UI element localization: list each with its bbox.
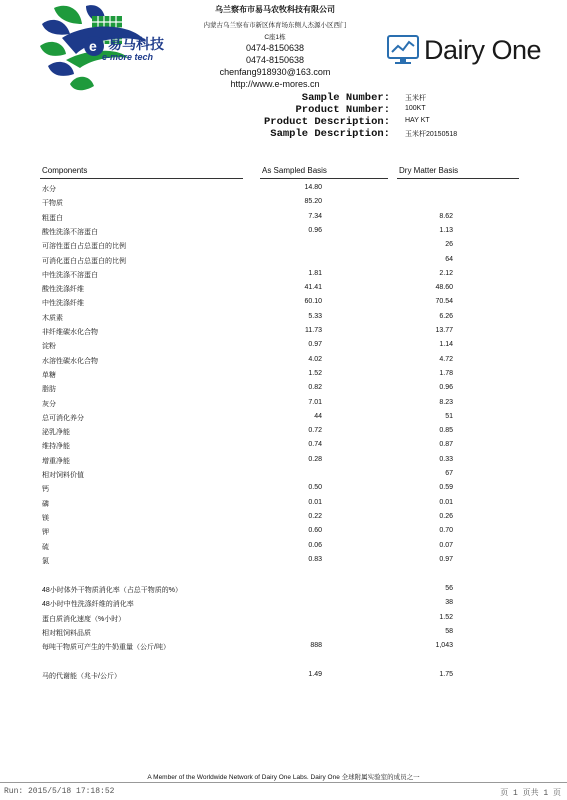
as-sampled-value: 0.82 xyxy=(308,384,322,392)
as-sampled-value: 44 xyxy=(314,412,322,420)
dry-matter-value: 67 xyxy=(445,470,453,477)
as-sampled-value: 11.73 xyxy=(305,327,322,334)
company-website: http://www.e-mores.cn xyxy=(230,79,320,89)
component-name: 氯 xyxy=(42,557,49,565)
company-phone-1: 0474-8150638 xyxy=(245,43,305,53)
dry-matter-value: 1.52 xyxy=(439,613,453,621)
table-row xyxy=(0,499,567,513)
dry-matter-value: 0.07 xyxy=(439,541,453,549)
column-header-dry-matter: Dry Matter Basis xyxy=(399,166,459,175)
header-divider-dry-matter xyxy=(397,178,519,179)
component-name: 总可消化养分 xyxy=(42,414,84,422)
as-sampled-value: 888 xyxy=(310,642,322,650)
table-row xyxy=(0,671,567,685)
dry-matter-value: 0.87 xyxy=(439,441,453,449)
table-row xyxy=(0,585,567,599)
table-row xyxy=(0,256,567,270)
dry-matter-value: 0.97 xyxy=(439,555,453,563)
table-row xyxy=(0,198,567,212)
product-number-value: 100KT xyxy=(405,105,426,112)
dry-matter-value: 1.13 xyxy=(439,226,453,234)
dry-matter-value: 1.75 xyxy=(439,671,453,678)
company-address: 内蒙古乌兰察布市新区体育场东侧人杰源小区西门 xyxy=(203,22,347,29)
sample-description-label: Sample Description: xyxy=(270,128,390,140)
component-name: 非纤维碳水化合物 xyxy=(42,329,98,336)
component-name: 增重净能 xyxy=(42,457,70,465)
component-name: 木质素 xyxy=(42,314,63,322)
table-row xyxy=(0,241,567,255)
dairy-one-logo-text: Dairy One xyxy=(424,35,542,65)
component-name: 水溶性碳水化合物 xyxy=(42,357,98,365)
dry-matter-value: 0.33 xyxy=(439,455,453,463)
as-sampled-value: 1.52 xyxy=(308,369,322,377)
dry-matter-value: 0.26 xyxy=(439,512,453,520)
table-row xyxy=(0,341,567,355)
table-row xyxy=(0,513,567,527)
header-divider-as-sampled xyxy=(260,178,388,179)
dry-matter-value: 56 xyxy=(445,585,453,592)
column-header-as-sampled: As Sampled Basis xyxy=(262,166,327,175)
table-row xyxy=(0,441,567,455)
table-row xyxy=(0,628,567,642)
product-description-value: HAY KT xyxy=(405,117,430,124)
svg-text:e: e xyxy=(89,38,97,54)
sample-description-value: 玉米杆20150518 xyxy=(405,131,458,138)
dry-matter-value: 2.12 xyxy=(439,269,453,277)
company-building: C座1栋 xyxy=(264,34,286,41)
table-row xyxy=(0,227,567,241)
company-name: 乌兰察布市易马农牧科技有限公司 xyxy=(215,5,335,14)
component-name: 酸性洗涤不溶蛋白 xyxy=(42,228,98,236)
as-sampled-value: 7.34 xyxy=(308,212,322,220)
dry-matter-value: 0.96 xyxy=(439,384,453,392)
as-sampled-value: 0.96 xyxy=(308,226,322,234)
as-sampled-value: 4.02 xyxy=(308,355,322,363)
emore-tech-logo xyxy=(36,2,176,94)
component-name: 酸性洗涤纤维 xyxy=(42,286,84,294)
as-sampled-value: 0.83 xyxy=(308,555,322,563)
table-row xyxy=(0,327,567,341)
table-row xyxy=(0,399,567,413)
dry-matter-value: 0.01 xyxy=(439,498,453,506)
component-name: 可溶性蛋白占总蛋白的比例 xyxy=(42,243,126,251)
dry-matter-value: 1,043 xyxy=(435,642,453,650)
table-row xyxy=(0,456,567,470)
dry-matter-value: 70.54 xyxy=(435,298,453,306)
product-description-label: Product Description: xyxy=(263,116,390,128)
table-row xyxy=(0,642,567,656)
as-sampled-value: 1.49 xyxy=(308,671,322,678)
component-name: 单糖 xyxy=(42,371,56,379)
component-name: 淀粉 xyxy=(42,343,56,351)
dry-matter-value: 51 xyxy=(445,412,453,420)
page-indicator: 页 1 页共 1 页 xyxy=(500,789,561,798)
component-name: 灰分 xyxy=(42,400,56,408)
component-name: 磷 xyxy=(42,500,49,508)
dry-matter-value: 58 xyxy=(445,627,453,635)
table-row xyxy=(0,542,567,556)
component-name: 中性洗涤不溶蛋白 xyxy=(42,271,98,279)
component-name: 48小时体外干物质消化率（占总干物质的%） xyxy=(42,587,183,594)
table-row xyxy=(0,298,567,312)
table-row xyxy=(0,313,567,327)
as-sampled-value: 0.60 xyxy=(308,527,322,535)
as-sampled-value: 5.33 xyxy=(308,312,322,320)
footer-divider xyxy=(0,782,567,783)
component-name: 相对饲料价值 xyxy=(42,472,84,479)
as-sampled-value: 14.80 xyxy=(304,184,322,191)
table-row xyxy=(0,484,567,498)
component-name: 脂肪 xyxy=(42,386,56,394)
component-name: 钙 xyxy=(42,486,49,494)
dry-matter-value: 0.85 xyxy=(439,427,453,435)
as-sampled-value: 7.01 xyxy=(308,398,322,406)
run-timestamp: Run: 2015/5/18 17:18:52 xyxy=(4,787,115,796)
as-sampled-value: 0.06 xyxy=(308,541,322,549)
component-name: 相对粗饲料品质 xyxy=(42,629,91,637)
component-name: 蛋白质消化速度（%小时） xyxy=(42,615,126,623)
dry-matter-value: 6.26 xyxy=(439,312,453,320)
as-sampled-value: 0.72 xyxy=(308,427,322,435)
table-row xyxy=(0,427,567,441)
table-row xyxy=(0,213,567,227)
table-row xyxy=(0,614,567,628)
component-name: 中性洗涤纤维 xyxy=(42,300,84,308)
product-number-label: Product Number: xyxy=(295,104,390,116)
table-row xyxy=(0,184,567,198)
dry-matter-value: 26 xyxy=(445,241,453,249)
dry-matter-value: 38 xyxy=(445,599,453,607)
table-row xyxy=(0,384,567,398)
as-sampled-value: 60.10 xyxy=(304,298,322,306)
table-row xyxy=(0,470,567,484)
table-row xyxy=(0,270,567,284)
table-row xyxy=(0,527,567,541)
component-name: 镁 xyxy=(42,514,49,522)
component-name: 可消化蛋白占总蛋白的比例 xyxy=(42,257,126,265)
as-sampled-value: 0.22 xyxy=(308,512,322,520)
table-row xyxy=(0,599,567,613)
component-name: 水分 xyxy=(42,186,56,193)
as-sampled-value: 0.74 xyxy=(308,441,322,449)
component-name: 48小时中性洗涤纤维的消化率 xyxy=(42,601,134,609)
component-name: 干物质 xyxy=(42,200,63,208)
table-row xyxy=(0,356,567,370)
table-row xyxy=(0,556,567,570)
table-row xyxy=(0,370,567,384)
component-name: 粗蛋白 xyxy=(42,214,63,222)
dry-matter-value: 8.23 xyxy=(439,398,453,406)
dry-matter-value: 0.59 xyxy=(439,484,453,492)
dry-matter-value: 0.70 xyxy=(439,527,453,535)
component-name: 泌乳净能 xyxy=(42,429,70,437)
table-row xyxy=(0,284,567,298)
company-phone-2: 0474-8150638 xyxy=(245,55,305,65)
header-divider-components xyxy=(40,178,243,179)
dry-matter-value: 4.72 xyxy=(439,355,453,363)
monitor-chart-icon xyxy=(386,34,422,68)
dry-matter-value: 1.14 xyxy=(439,341,453,349)
emore-logo-cn-text: 易马科技 xyxy=(108,37,164,53)
dry-matter-value: 48.60 xyxy=(435,284,453,292)
company-email: chenfang918930@163.com xyxy=(219,67,331,77)
dry-matter-value: 1.78 xyxy=(439,369,453,377)
sample-number-value: 玉米杆 xyxy=(405,95,426,102)
as-sampled-value: 85.20 xyxy=(304,198,322,206)
component-name: 钾 xyxy=(42,529,49,537)
component-name: 硫 xyxy=(42,543,49,551)
dairy-one-logo xyxy=(386,32,556,74)
as-sampled-value: 1.81 xyxy=(308,269,322,277)
emore-logo-en-text: e-more tech xyxy=(102,52,154,62)
component-name: 维持净能 xyxy=(42,443,70,451)
table-row xyxy=(0,413,567,427)
dry-matter-value: 8.62 xyxy=(439,212,453,220)
as-sampled-value: 0.97 xyxy=(308,341,322,349)
dry-matter-value: 13.77 xyxy=(435,327,453,334)
as-sampled-value: 0.50 xyxy=(308,484,322,492)
sample-number-label: Sample Number: xyxy=(301,92,390,104)
component-name: 马的代谢能（兆卡/公斤） xyxy=(42,673,121,680)
as-sampled-value: 0.01 xyxy=(308,498,322,506)
as-sampled-value: 41.41 xyxy=(304,284,322,292)
component-name: 每吨干物质可产生的牛奶重量（公斤/吨） xyxy=(42,644,170,652)
dry-matter-value: 64 xyxy=(445,255,453,263)
footer-network-text: A Member of the Worldwide Network of Dairy One Labs. Dairy One 全球附属实验室的成员之一 xyxy=(147,774,420,781)
as-sampled-value: 0.28 xyxy=(308,455,322,463)
column-header-components: Components xyxy=(42,166,88,175)
